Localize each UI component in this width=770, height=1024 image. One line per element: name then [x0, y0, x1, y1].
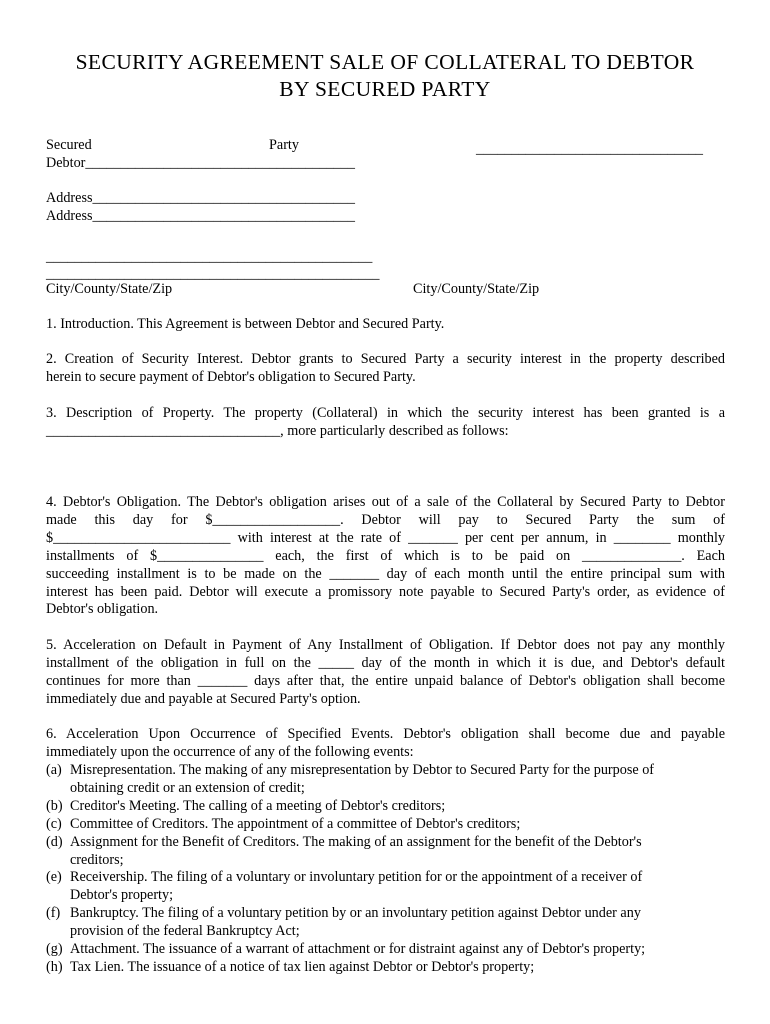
document-title	[40, 49, 730, 103]
event-label: (e)	[46, 869, 62, 886]
city-county-state-zip-left: City/County/State/Zip	[46, 281, 173, 297]
party-label: Party	[269, 137, 299, 153]
section-4-debtors-obligation	[46, 494, 725, 619]
event-label: (b)	[46, 797, 63, 814]
secured-label: Secured	[46, 137, 92, 153]
section-2-line-1: 2. Creation of Security Interest. Debtor grants to Secured Party a security interest in the property described	[46, 351, 725, 367]
section-2-creation-of-security-interest	[46, 351, 725, 387]
event-text: Committee of Creditors. The appointment of a committee of Debtor's creditors;	[70, 815, 521, 832]
event-text-continued: provision of the federal Bankruptcy Act;	[70, 923, 300, 940]
title-line-2: BY SECURED PARTY	[279, 77, 491, 101]
event-text: Bankruptcy. The filing of a voluntary petition by or an involuntary petition against Debtor under any	[70, 905, 641, 922]
section-2-line-2: herein to secure payment of Debtor's obligation to Secured Party.	[46, 368, 416, 385]
section-1-introduction	[46, 316, 725, 334]
event-text-continued: creditors;	[70, 851, 124, 868]
event-text: Tax Lien. The issuance of a notice of tax lien against Debtor or Debtor's property;	[70, 958, 535, 975]
event-text: Attachment. The issuance of a warrant of attachment or for distraint against any of Debtor's property;	[70, 941, 646, 958]
event-label: (c)	[46, 815, 62, 832]
section-5-acceleration-on-default	[46, 637, 725, 709]
section-6-line-2: immediately upon the occurrence of any of the following events:	[46, 743, 414, 760]
event-label: (f)	[46, 905, 61, 922]
section-3-description-of-property	[46, 405, 725, 441]
section-5-line-3: continues for more than _______ days after that, the entire unpaid balance of Debtor's obligation shall become	[46, 672, 725, 689]
event-item-h	[46, 959, 725, 977]
section-3-line-2: _________________________________, more particularly described as follows:	[46, 422, 509, 439]
section-6-acceleration-upon-events	[46, 726, 725, 762]
event-text-continued: obtaining credit or an extension of credit;	[70, 779, 305, 796]
section-4-line-3: $_________________________ with interest at the rate of _______ per cent per annum, in ________ monthly	[46, 529, 725, 546]
section-4-line-1: 4. Debtor's Obligation. The Debtor's obligation arises out of a sale of the Collateral by Secured Party to Debtor	[46, 494, 725, 510]
secured-party-name-field[interactable]: ________________________________	[476, 141, 703, 157]
section-4-line-7: Debtor's obligation.	[46, 601, 159, 618]
address-continuation-field-2[interactable]: _______________________________________________	[46, 266, 380, 282]
section-5-line-2: installment of the obligation in full on the _____ day of the month in which it is due, and Debtor's default	[46, 654, 725, 671]
event-item-g	[46, 941, 725, 959]
section-5-line-4: immediately due and payable at Secured Party's option.	[46, 690, 361, 707]
section-4-line-6: interest has been paid. Debtor will execute a promissory note payable to Secured Party's order, as evidence of	[46, 583, 725, 600]
event-text: Assignment for the Benefit of Creditors. The making of an assignment for the benefit of the Debtor's	[70, 833, 642, 850]
section-4-line-5: succeeding installment is to be made on the _______ day of each month until the entire principal sum with	[46, 565, 725, 582]
section-4-line-2: made this day for $__________________. Debtor will pay to Secured Party the sum of	[46, 511, 725, 528]
event-label: (g)	[46, 941, 63, 958]
event-text: Creditor's Meeting. The calling of a meeting of Debtor's creditors;	[70, 797, 446, 814]
title-line-1: SECURITY AGREEMENT SALE OF COLLATERAL TO DEBTOR	[75, 50, 695, 74]
event-item-f	[46, 905, 725, 941]
section-1-text: 1. Introduction. This Agreement is between Debtor and Secured Party.	[46, 316, 445, 332]
event-text-continued: Debtor's property;	[70, 887, 174, 904]
event-label: (d)	[46, 833, 63, 850]
event-item-b	[46, 798, 725, 816]
event-label: (h)	[46, 958, 63, 975]
address-continuation-field-1[interactable]: ______________________________________________	[46, 249, 373, 265]
event-item-c	[46, 816, 725, 834]
section-3-line-1: 3. Description of Property. The property (Collateral) in which the security interest has been granted is a	[46, 405, 725, 421]
event-item-e	[46, 869, 725, 905]
specified-events-list	[46, 762, 725, 977]
event-text: Misrepresentation. The making of any misrepresentation by Debtor to Secured Party for the purpose of	[70, 762, 655, 778]
event-label: (a)	[46, 762, 62, 778]
section-4-line-4: installments of $_______________ each, the first of which is to be paid on ______________. Each	[46, 547, 725, 564]
event-text: Receivership. The filing of a voluntary or involuntary petition for or the appointment of a receiver of	[70, 869, 643, 886]
city-county-state-zip-right: City/County/State/Zip	[413, 281, 540, 297]
section-6-line-1: 6. Acceleration Upon Occurrence of Specified Events. Debtor's obligation shall become due and payable	[46, 726, 725, 742]
event-item-a	[46, 762, 725, 798]
event-item-d	[46, 834, 725, 870]
section-5-line-1: 5. Acceleration on Default in Payment of Any Installment of Obligation. If Debtor does not pay any monthly	[46, 637, 725, 653]
debtor-name-field[interactable]: Debtor______________________________________	[46, 155, 355, 171]
debtor-address-field[interactable]: Address_____________________________________	[46, 190, 355, 206]
secured-party-address-field[interactable]: Address_____________________________________	[46, 208, 355, 224]
